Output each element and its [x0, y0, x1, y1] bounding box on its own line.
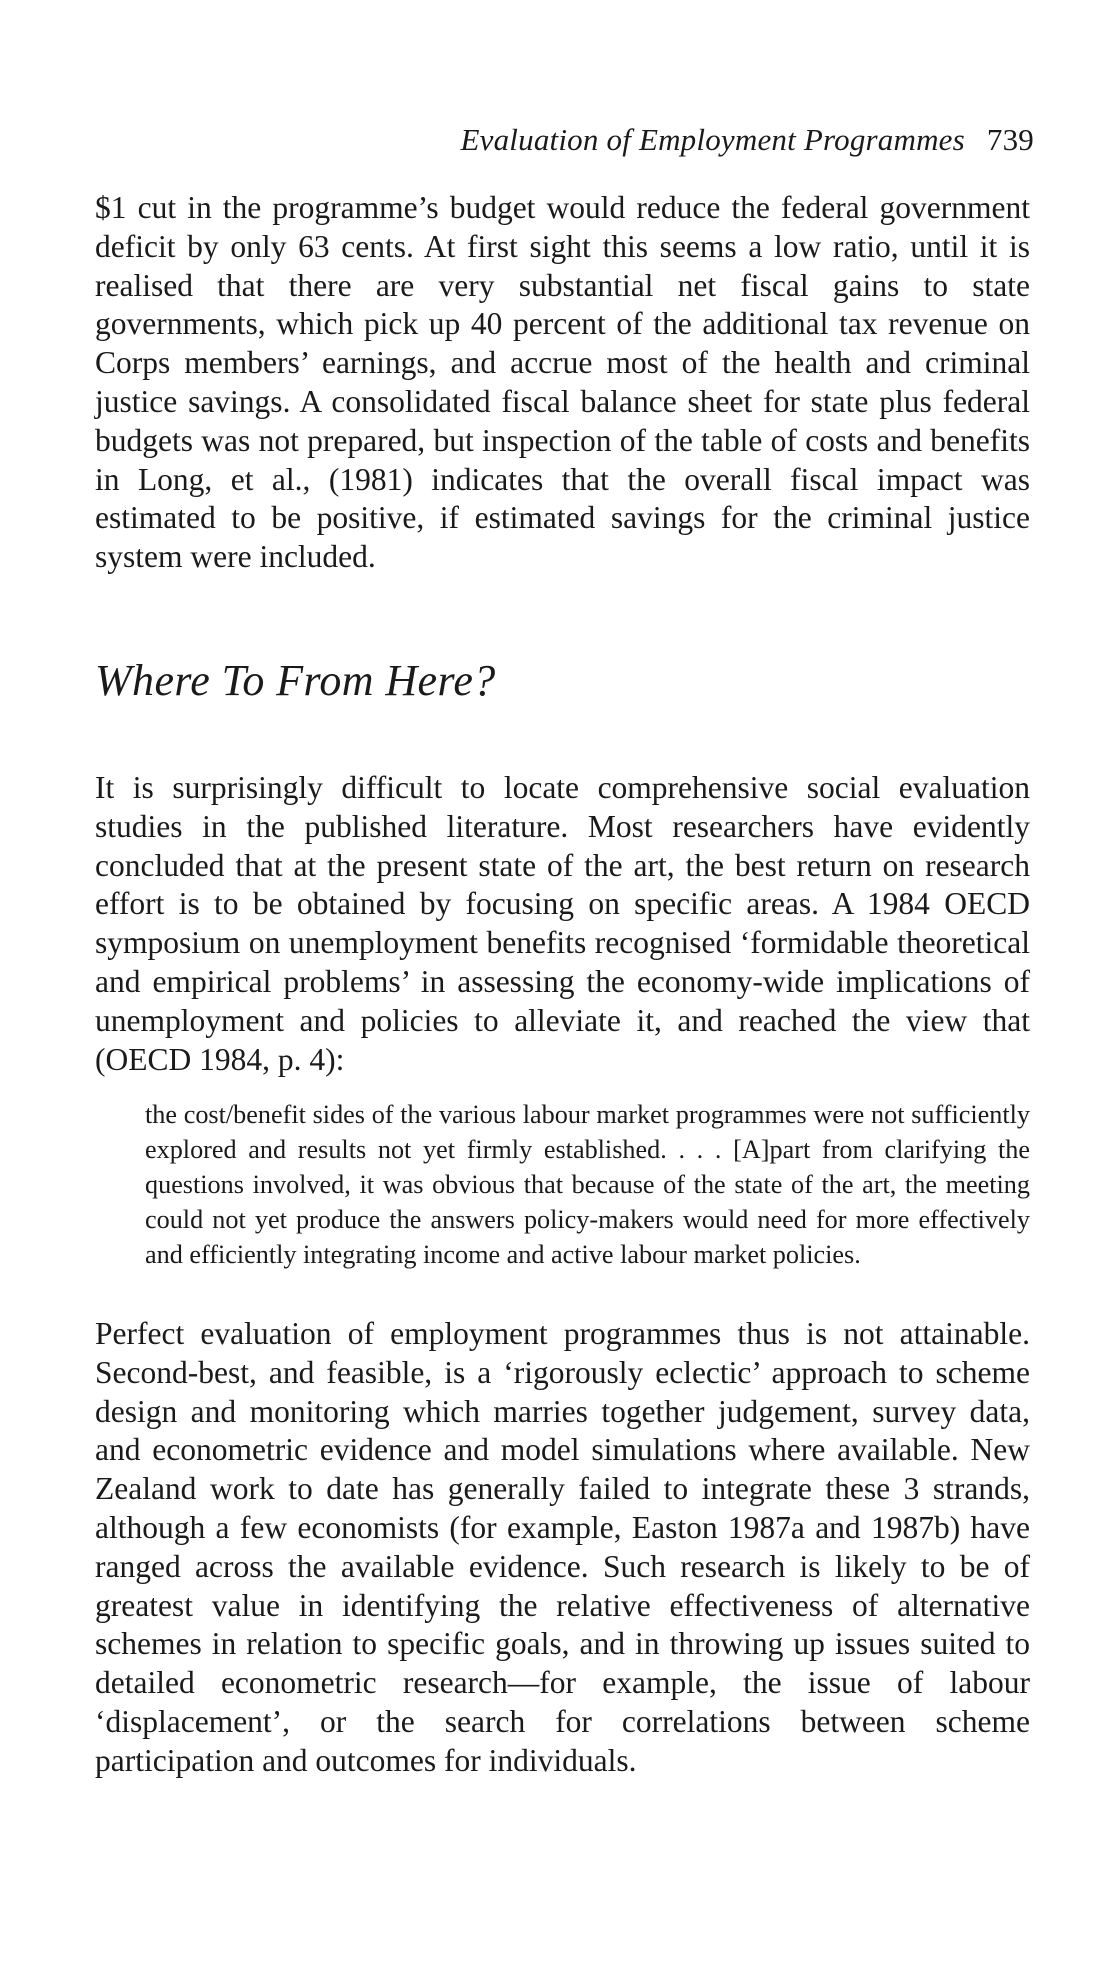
- body-paragraph-2: It is surprisingly difficult to locate comprehensive social evaluation studies in the published literature. Most researchers have evidently concluded that at the present state of the art, the best return on research effort is to be obtained by focusing on specific areas. A 1984 OECD symposium on unemployment benefits recognised ‘formidable theoretical and empirical problems’ in assessing the economy-wide implications of unemployment and policies to alleviate it, and reached the view that (OECD 1984, p. 4):: [95, 770, 1030, 1077]
- running-head: [461, 122, 1034, 158]
- body-paragraph-1: $1 cut in the programme’s budget would reduce the federal government deficit by only 63 cents. At first sight this seems a low ratio, until it is realised that there are very substantial net fiscal gains to state governments, which pick up 40 percent of the additional tax revenue on Corps members’ earnings, and accrue most of the health and criminal justice savings. A consolidated fiscal balance sheet for state plus federal budgets was not prepared, but inspection of the table of costs and benefits in Long, et al., (1981) indicates that the overall fiscal impact was estimated to be positive, if estimated savings for the criminal justice system were included.: [95, 190, 1030, 575]
- body-paragraph-3: Perfect evaluation of employment programmes thus is not attainable. Second-best, and feasible, is a ‘rigorously eclectic’ approach to scheme design and monitoring which marries together judgement, survey data, and econometric evidence and model simulations where available. New Zealand work to date has generally failed to integrate these 3 strands, although a few economists (for example, Easton 1987a and 1987b) have ranged across the available evidence. Such research is likely to be of greatest value in identifying the relative effectiveness of alternative schemes in relation to specific goals, and in throwing up issues suited to detailed econometric research—for example, the issue of labour ‘displacement’, or the search for correlations between scheme participation and outcomes for individuals.: [95, 1316, 1030, 1778]
- block-quote: the cost/benefit sides of the various labour market programmes were not sufficiently explored and results not yet firmly established. . . . [A]part from clarifying the questions involved, it was obvious that because of the state of the art, the meeting could not yet produce the answers policy-makers would need for more effectively and efficiently integrating income and active labour market policies.: [145, 1100, 1030, 1269]
- page-number: 739: [986, 122, 1034, 157]
- section-heading: Where To From Here?: [95, 656, 496, 705]
- running-title: Evaluation of Employment Programmes: [460, 122, 965, 157]
